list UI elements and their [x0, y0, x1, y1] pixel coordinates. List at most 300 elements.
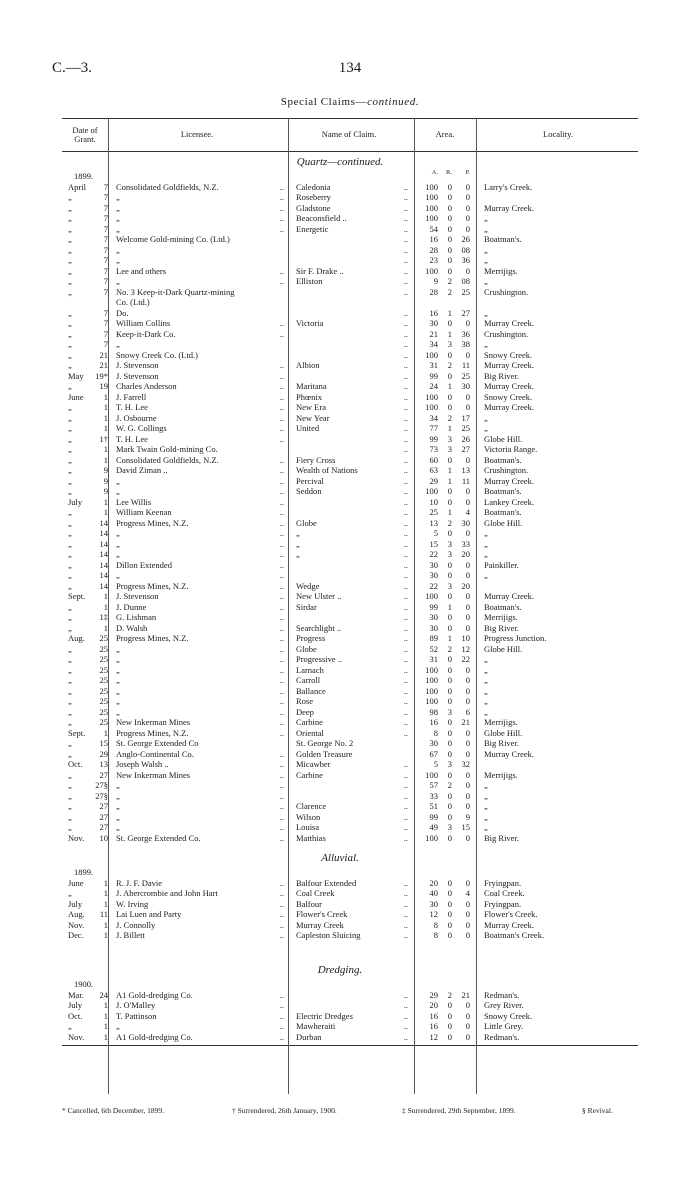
- area-unit-r: R.: [446, 169, 452, 176]
- licensee: „: [116, 685, 120, 696]
- month: „: [68, 538, 72, 549]
- area-acres: 12: [429, 909, 438, 919]
- table-row: [0, 633, 700, 644]
- licensee: William Keenan: [116, 507, 172, 517]
- area-roods: 2: [447, 517, 452, 528]
- licensee-leader: ..: [279, 601, 284, 612]
- day: 7: [103, 181, 108, 192]
- month: Aug.: [68, 909, 85, 919]
- area-perches: 38: [461, 339, 470, 349]
- day: 13: [99, 759, 108, 769]
- locality: „: [484, 223, 488, 234]
- licensee: „: [116, 811, 120, 822]
- area-acres: 12: [429, 1031, 438, 1042]
- table-row: [0, 1032, 700, 1043]
- claim-name: Clarence: [296, 801, 327, 811]
- locality: „: [484, 811, 488, 822]
- locality: Merrijigs.: [484, 769, 518, 780]
- locality: „: [484, 307, 488, 318]
- claim-leader: ..: [403, 244, 408, 255]
- claim-name: Percival: [296, 475, 324, 486]
- locality: Snowy Creek.: [484, 349, 533, 360]
- claim-name: Beaconsfield ..: [296, 213, 347, 223]
- claim-leader: ..: [403, 898, 408, 909]
- area-roods: 0: [447, 223, 452, 234]
- area-perches: 30: [461, 517, 470, 528]
- section-title-text: Quartz—continued.: [296, 156, 384, 168]
- column-rule: [476, 150, 477, 1094]
- month: „: [68, 580, 72, 591]
- document-reference: C.—3.: [52, 60, 93, 76]
- licensee: W. G. Collings: [116, 423, 167, 433]
- locality: „: [484, 685, 488, 696]
- claim-leader: ..: [403, 685, 408, 696]
- area-acres: 49: [429, 822, 438, 832]
- claim-leader: ..: [403, 989, 408, 1000]
- claim-leader: ..: [403, 1010, 408, 1021]
- day: 1: [103, 1000, 108, 1010]
- licensee-leader: ..: [279, 832, 284, 843]
- licensee: Welcome Gold-mining Co. (Ltd.): [116, 234, 230, 244]
- locality: Boatman's.: [484, 486, 522, 496]
- claim-name: „: [296, 549, 300, 559]
- day: 7: [103, 339, 108, 349]
- area-perches: 0: [465, 349, 470, 360]
- area-roods: 0: [447, 192, 452, 202]
- licensee: „: [116, 822, 120, 832]
- table-row: [0, 350, 700, 361]
- claim-name: Sir F. Drake ..: [296, 265, 344, 276]
- licensee: „: [116, 780, 120, 790]
- licensee-leader: ..: [279, 370, 284, 381]
- licensee: „: [116, 1021, 120, 1031]
- area-units-row: [0, 168, 700, 179]
- locality: Redman's.: [484, 989, 520, 1000]
- month: „: [68, 255, 72, 265]
- locality: Merrijigs.: [484, 612, 518, 622]
- licensee-leader: ..: [279, 454, 284, 465]
- claim-leader: ..: [403, 612, 408, 622]
- claim-name: Ballance: [296, 685, 326, 696]
- claim-name: Energetic: [296, 223, 329, 234]
- page-number: 134: [338, 60, 362, 76]
- claim-name: St. George No. 2: [296, 738, 354, 748]
- licensee-leader: ..: [279, 989, 284, 1000]
- licensee-leader: ..: [279, 318, 284, 328]
- licensee-leader: ..: [279, 202, 284, 213]
- header-licensee: Licensee.: [180, 129, 214, 140]
- licensee-leader: ..: [279, 328, 284, 339]
- area-perches: 0: [465, 1000, 470, 1010]
- licensee: Snowy Creek Co. (Ltd.): [116, 349, 198, 360]
- day: 1: [103, 412, 108, 423]
- licensee-leader: ..: [279, 580, 284, 591]
- table-row: [0, 738, 700, 749]
- claim-leader: ..: [403, 601, 408, 612]
- area-acres: 60: [429, 454, 438, 465]
- area-roods: 0: [447, 255, 452, 265]
- month: „: [68, 601, 72, 612]
- area-acres: 30: [429, 622, 438, 633]
- claim-leader: ..: [403, 811, 408, 822]
- area-acres: 5: [433, 759, 438, 769]
- licensee: J. Connolly: [116, 919, 156, 930]
- area-acres: 30: [429, 570, 438, 580]
- claim-leader: ..: [403, 192, 408, 202]
- claim-leader: ..: [403, 370, 408, 381]
- area-perches: 4: [465, 507, 470, 517]
- locality: Globe Hill.: [484, 517, 523, 528]
- licensee: William Collins: [116, 318, 171, 328]
- area-perches: 0: [465, 930, 470, 940]
- licensee: T. H. Lee: [116, 433, 148, 444]
- table-row: [0, 507, 700, 518]
- area-perches: 0: [465, 1021, 470, 1031]
- area-roods: 1: [447, 328, 452, 339]
- area-acres: 100: [425, 664, 438, 675]
- table-row: [0, 371, 700, 382]
- month: „: [68, 402, 72, 412]
- area-acres: 29: [429, 475, 438, 486]
- day: 24: [99, 989, 108, 1000]
- month: „: [68, 706, 72, 717]
- claim-leader: ..: [403, 877, 408, 888]
- table-row: [0, 476, 700, 487]
- area-perches: 0: [465, 790, 470, 801]
- licensee-leader: ..: [279, 898, 284, 909]
- licensee: New Inkerman Mines: [116, 717, 191, 727]
- area-roods: 0: [447, 622, 452, 633]
- day: 14: [99, 517, 108, 528]
- licensee-leader: ..: [279, 192, 284, 202]
- area-acres: 23: [429, 255, 438, 265]
- licensee: Dillon Extended: [116, 559, 172, 570]
- claim-name: Wilson: [296, 811, 321, 822]
- footnote-revival: § Revival.: [582, 1106, 613, 1115]
- month: „: [68, 475, 72, 486]
- licensee-leader: ..: [279, 717, 284, 727]
- locality: Big River.: [484, 832, 519, 843]
- table-row: [0, 339, 700, 350]
- month: „: [68, 769, 72, 780]
- claim-leader: ..: [403, 381, 408, 391]
- locality: Globe Hill.: [484, 727, 523, 738]
- claim-leader: ..: [403, 234, 408, 244]
- area-perches: 0: [465, 528, 470, 538]
- area-acres: 89: [429, 633, 438, 643]
- claim-name: Albion: [296, 360, 320, 370]
- table-row: [0, 770, 700, 781]
- header-date: Date of Grant.: [72, 124, 98, 144]
- day: 1: [103, 454, 108, 465]
- area-perches: 20: [461, 580, 470, 591]
- table-row: [0, 780, 700, 791]
- area-acres: 16: [429, 307, 438, 318]
- table-row: [0, 833, 700, 844]
- claim-leader: ..: [403, 822, 408, 832]
- table-row: [0, 990, 700, 1001]
- claim-leader: ..: [403, 486, 408, 496]
- licensee: „: [116, 549, 120, 559]
- day: 7: [103, 202, 108, 213]
- licensee-leader: ..: [279, 549, 284, 559]
- licensee: Mark Twain Gold-mining Co.: [116, 444, 218, 454]
- month: „: [68, 685, 72, 696]
- claim-name: United: [296, 423, 320, 433]
- day: 10: [99, 832, 108, 843]
- claim-name: New Year: [296, 412, 330, 423]
- table-row: [0, 888, 700, 899]
- area-perches: 0: [465, 685, 470, 696]
- locality: Murray Creek.: [484, 591, 535, 601]
- licensee-leader: ..: [279, 822, 284, 832]
- area-acres: 16: [429, 1021, 438, 1031]
- locality: „: [484, 706, 488, 717]
- claim-name: Balfour: [296, 898, 322, 909]
- licensee-leader: ..: [279, 528, 284, 538]
- month: „: [68, 465, 72, 475]
- day: 7: [103, 234, 108, 244]
- licensee-leader: ..: [279, 706, 284, 717]
- day: 1: [103, 601, 108, 612]
- claim-name: Carroll: [296, 675, 321, 685]
- claim-leader: ..: [403, 328, 408, 339]
- area-acres: 10: [429, 496, 438, 507]
- licensee-leader: ..: [279, 675, 284, 685]
- day: 1: [103, 1031, 108, 1042]
- claim-leader: ..: [403, 265, 408, 276]
- licensee: Charles Anderson: [116, 381, 177, 391]
- area-roods: 0: [447, 790, 452, 801]
- day: 7: [103, 328, 108, 339]
- licensee-leader: ..: [279, 496, 284, 507]
- month: „: [68, 654, 72, 664]
- claim-leader: ..: [403, 717, 408, 727]
- licensee-leader: ..: [279, 909, 284, 919]
- table-row: [0, 297, 700, 308]
- area-roods: 0: [447, 898, 452, 909]
- locality: Lankey Creek.: [484, 496, 535, 507]
- month: „: [68, 717, 72, 727]
- area-perches: 0: [465, 664, 470, 675]
- table-row: [0, 1011, 700, 1022]
- area-perches: 0: [465, 486, 470, 496]
- day: 7: [103, 265, 108, 276]
- area-perches: 36: [461, 328, 470, 339]
- month: „: [68, 517, 72, 528]
- area-perches: 0: [465, 591, 470, 601]
- table-row: [0, 920, 700, 931]
- area-acres: 100: [425, 391, 438, 402]
- claim-name: Carbine: [296, 717, 323, 727]
- locality: „: [484, 654, 488, 664]
- day: 15: [99, 738, 108, 748]
- area-roods: 2: [447, 360, 452, 370]
- area-acres: 20: [429, 1000, 438, 1010]
- claim-leader: ..: [403, 664, 408, 675]
- area-acres: 22: [429, 549, 438, 559]
- area-acres: 34: [429, 339, 438, 349]
- locality: Boatman's.: [484, 454, 522, 465]
- month: „: [68, 244, 72, 255]
- area-roods: 3: [447, 822, 452, 832]
- area-roods: 0: [447, 559, 452, 570]
- claim-name: „: [296, 528, 300, 538]
- claim-leader: ..: [403, 454, 408, 465]
- area-acres: 100: [425, 265, 438, 276]
- area-roods: 3: [447, 759, 452, 769]
- locality: Progress Junction.: [484, 633, 547, 643]
- day: 14: [99, 559, 108, 570]
- locality: Crushington.: [484, 328, 529, 339]
- area-perches: 25: [461, 423, 470, 433]
- licensee-leader: ..: [279, 591, 284, 601]
- area-roods: 2: [447, 989, 452, 1000]
- claim-leader: ..: [403, 517, 408, 528]
- area-acres: 31: [429, 654, 438, 664]
- locality: Boatman's.: [484, 601, 522, 612]
- day: 25: [99, 675, 108, 685]
- table-row: [0, 759, 700, 770]
- licensee-leader: ..: [279, 759, 284, 769]
- day: 27§: [95, 780, 108, 790]
- day: 1: [103, 888, 108, 898]
- area-acres: 100: [425, 486, 438, 496]
- page-title: [52, 96, 648, 108]
- table-row: [0, 539, 700, 550]
- area-roods: 0: [447, 727, 452, 738]
- table-row: [0, 276, 700, 287]
- month: Dec.: [68, 930, 84, 940]
- claim-leader: ..: [403, 181, 408, 192]
- area-roods: 2: [447, 643, 452, 654]
- licensee: „: [116, 223, 120, 234]
- month: „: [68, 612, 72, 622]
- area-acres: 100: [425, 696, 438, 706]
- claim-name: Capleston Sluicing: [296, 930, 361, 940]
- column-rule: [108, 150, 109, 1094]
- table-row: [0, 570, 700, 581]
- area-roods: 0: [447, 832, 452, 843]
- month: „: [68, 811, 72, 822]
- claim-leader: ..: [403, 780, 408, 790]
- licensee-leader: ..: [279, 919, 284, 930]
- area-acres: 29: [429, 989, 438, 1000]
- month: Mar.: [68, 989, 84, 1000]
- claim-name: Gladstone: [296, 202, 331, 213]
- day: 1: [103, 919, 108, 930]
- day: 21: [99, 360, 108, 370]
- area-perches: 0: [465, 1031, 470, 1042]
- month: Nov.: [68, 1031, 85, 1042]
- claim-name: Louisa: [296, 822, 320, 832]
- claim-leader: ..: [403, 888, 408, 898]
- day: 1: [103, 1010, 108, 1021]
- month: „: [68, 696, 72, 706]
- month: Nov.: [68, 919, 85, 930]
- claim-leader: ..: [403, 391, 408, 402]
- area-perches: 20: [461, 549, 470, 559]
- licensee-leader: ..: [279, 538, 284, 549]
- claim-leader: ..: [403, 549, 408, 559]
- day: 25: [99, 654, 108, 664]
- claim-leader: ..: [403, 202, 408, 213]
- day: 7: [103, 244, 108, 255]
- area-roods: 0: [447, 1021, 452, 1031]
- area-perches: 26: [461, 234, 470, 244]
- table-row: [0, 822, 700, 833]
- month: „: [68, 192, 72, 202]
- month: Oct.: [68, 759, 83, 769]
- claim-leader: ..: [403, 580, 408, 591]
- locality: „: [484, 570, 488, 580]
- day: 27: [99, 811, 108, 822]
- locality: Boatman's.: [484, 507, 522, 517]
- month: Oct.: [68, 1010, 83, 1021]
- table-row: [0, 549, 700, 560]
- day: 21: [99, 349, 108, 360]
- area-roods: 0: [447, 528, 452, 538]
- area-roods: 0: [447, 919, 452, 930]
- footnote-surrendered-jan: † Surrendered, 26th January, 1900.: [232, 1106, 337, 1115]
- month: „: [68, 528, 72, 538]
- day: 25: [99, 664, 108, 675]
- claim-leader: ..: [403, 465, 408, 475]
- licensee: „: [116, 664, 120, 675]
- area-acres: 8: [433, 727, 438, 738]
- table-row: [0, 213, 700, 224]
- licensee-leader: ..: [279, 748, 284, 759]
- licensee: „: [116, 486, 120, 496]
- table-row: [0, 602, 700, 613]
- licensee: „: [116, 528, 120, 538]
- day: 1: [103, 622, 108, 633]
- day: 25: [99, 696, 108, 706]
- area-perches: 0: [465, 738, 470, 748]
- locality: Painkiller.: [484, 559, 519, 570]
- licensee: „: [116, 475, 120, 486]
- claim-leader: ..: [403, 507, 408, 517]
- licensee: „: [116, 801, 120, 811]
- area-perches: 25: [461, 370, 470, 381]
- table-row: [0, 413, 700, 424]
- locality: „: [484, 213, 488, 223]
- area-acres: 30: [429, 559, 438, 570]
- claim-name: Fiery Cross: [296, 454, 336, 465]
- locality: Murray Creek.: [484, 919, 535, 930]
- licensee: Consolidated Goldfields, N.Z.: [116, 454, 219, 465]
- licensee-leader: ..: [279, 727, 284, 738]
- licensee-leader: ..: [279, 811, 284, 822]
- licensee: „: [116, 570, 120, 580]
- claim-leader: ..: [403, 759, 408, 769]
- licensee: Keep-it-Dark Co.: [116, 328, 176, 339]
- month: „: [68, 360, 72, 370]
- locality: „: [484, 538, 488, 549]
- licensee: Progress Mines, N.Z.: [116, 580, 189, 591]
- licensee: Consolidated Goldfields, N.Z.: [116, 181, 219, 192]
- table-row: [0, 434, 700, 445]
- licensee-leader: ..: [279, 1031, 284, 1042]
- month: „: [68, 738, 72, 748]
- locality: Boatman's Creek.: [484, 930, 545, 940]
- area-roods: 0: [447, 738, 452, 748]
- area-perches: 0: [465, 223, 470, 234]
- month: June: [68, 391, 84, 402]
- day: 19: [99, 381, 108, 391]
- locality: „: [484, 822, 488, 832]
- day: 7: [103, 318, 108, 328]
